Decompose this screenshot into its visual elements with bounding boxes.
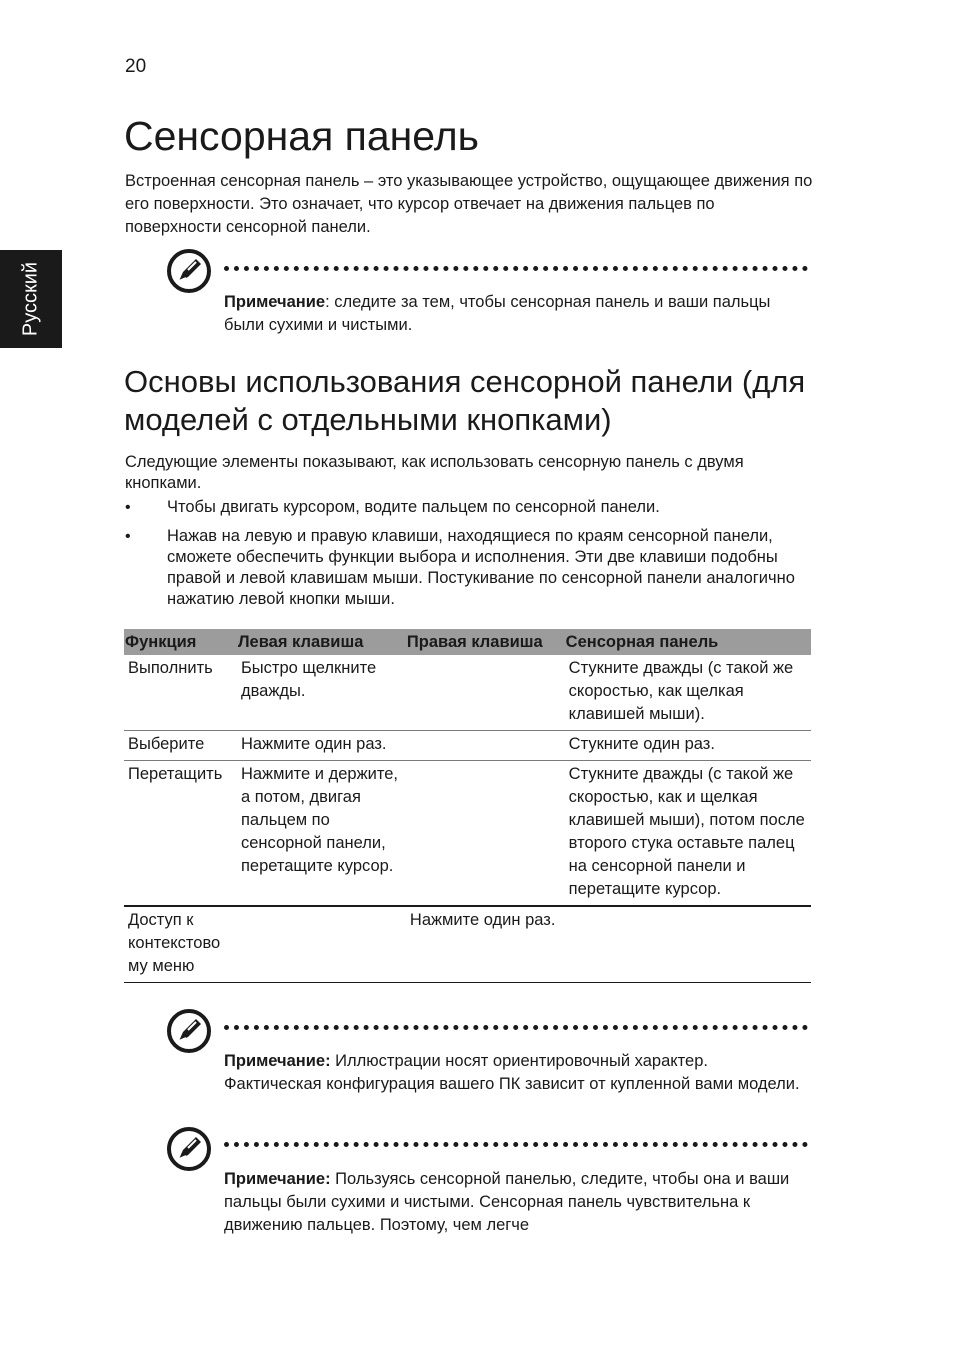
table-cell	[237, 906, 406, 983]
table-cell: Доступ к контекстово му меню	[124, 906, 237, 983]
table-header: Функция	[124, 629, 237, 655]
note-pen-icon	[166, 1126, 212, 1172]
table-row	[124, 761, 811, 907]
note-label: Примечание:	[224, 1170, 331, 1188]
table-header-row	[124, 629, 811, 655]
table-row	[124, 731, 811, 761]
table-cell: Стукните дважды (с такой же скоростью, как щелкая клавишей мыши).	[565, 655, 811, 731]
bullet-icon: •	[125, 528, 131, 545]
note-divider	[224, 266, 808, 271]
note-paragraph	[224, 1050, 804, 1096]
note-text: Пользуясь сенсорной панелью, следите, чтобы она и ваши пальцы были сухими и чистыми. Сенсорная панель чувствительна к движению пальцев. Поэтому, чем легче	[224, 1170, 790, 1234]
table-cell: Нажмите один раз.	[406, 906, 565, 983]
list-item: • Нажав на левую и правую клавиши, находящиеся по краям сенсорной панели, сможете обеспечить функции выбора и исполнения. Эти две клавиши подобны правой и левой клавишам мыши. Постукивание по сенсорной панели аналогично нажатию левой кнопки мыши.	[125, 527, 795, 608]
note-text: Иллюстрации носят ориентировочный характер. Фактическая конфигурация вашего ПК зависит от купленной вами модели.	[224, 1052, 800, 1093]
note-label: Примечание	[224, 293, 326, 311]
note-pen-icon	[166, 248, 212, 294]
table-header: Левая клавиша	[237, 629, 406, 655]
table-header: Сенсорная панель	[565, 629, 811, 655]
section-title: Основы использования сенсорной панели (для моделей с отдельными кнопками)	[124, 364, 806, 437]
table-header: Правая клавиша	[406, 629, 565, 655]
table-cell	[406, 731, 565, 761]
note-divider	[224, 1025, 808, 1030]
table-row	[124, 906, 811, 983]
note-label: Примечание:	[224, 1052, 331, 1070]
table-cell	[565, 906, 811, 983]
language-tab	[0, 250, 62, 348]
function-table	[124, 629, 811, 983]
note-pen-icon	[166, 1008, 212, 1054]
section-intro: Следующие элементы показывают, как использовать сенсорную панель с двумя кнопками.	[125, 453, 744, 492]
note-paragraph	[224, 291, 804, 337]
table-cell	[406, 761, 565, 907]
table-cell: Быстро щелкните дважды.	[237, 655, 406, 731]
page-title: Сенсорная панель	[124, 113, 480, 159]
table-cell: Стукните дважды (с такой же скоростью, как и щелкая клавишей мыши), потом после второго стука оставьте палец на сенсорной панели и перетащите курсор.	[565, 761, 811, 907]
table-cell	[406, 655, 565, 731]
table-cell: Выполнить	[124, 655, 237, 731]
note-text: : следите за тем, чтобы сенсорная панель и ваши пальцы были сухими и чистыми.	[224, 293, 771, 334]
table-row	[124, 655, 811, 731]
page-number: 20	[125, 56, 147, 77]
table-cell: Перетащить	[124, 761, 237, 907]
bullet-list	[125, 497, 815, 618]
table-cell: Стукните один раз.	[565, 731, 811, 761]
note-paragraph	[224, 1168, 804, 1237]
language-tab-label: Русский	[19, 261, 42, 337]
intro-paragraph: Встроенная сенсорная панель – это указывающее устройство, ощущающее движения по его поверхности. Это означает, что курсор отвечает на движения пальцев по поверхности сенсорной панели.	[125, 172, 813, 236]
table-cell: Нажмите один раз.	[237, 731, 406, 761]
list-item: • Чтобы двигать курсором, водите пальцем по сенсорной панели.	[125, 498, 660, 516]
table-cell: Нажмите и держите, а потом, двигая пальцем по сенсорной панели, перетащите курсор.	[237, 761, 406, 907]
bullet-icon: •	[125, 499, 131, 516]
note-divider	[224, 1142, 808, 1147]
table-cell: Выберите	[124, 731, 237, 761]
